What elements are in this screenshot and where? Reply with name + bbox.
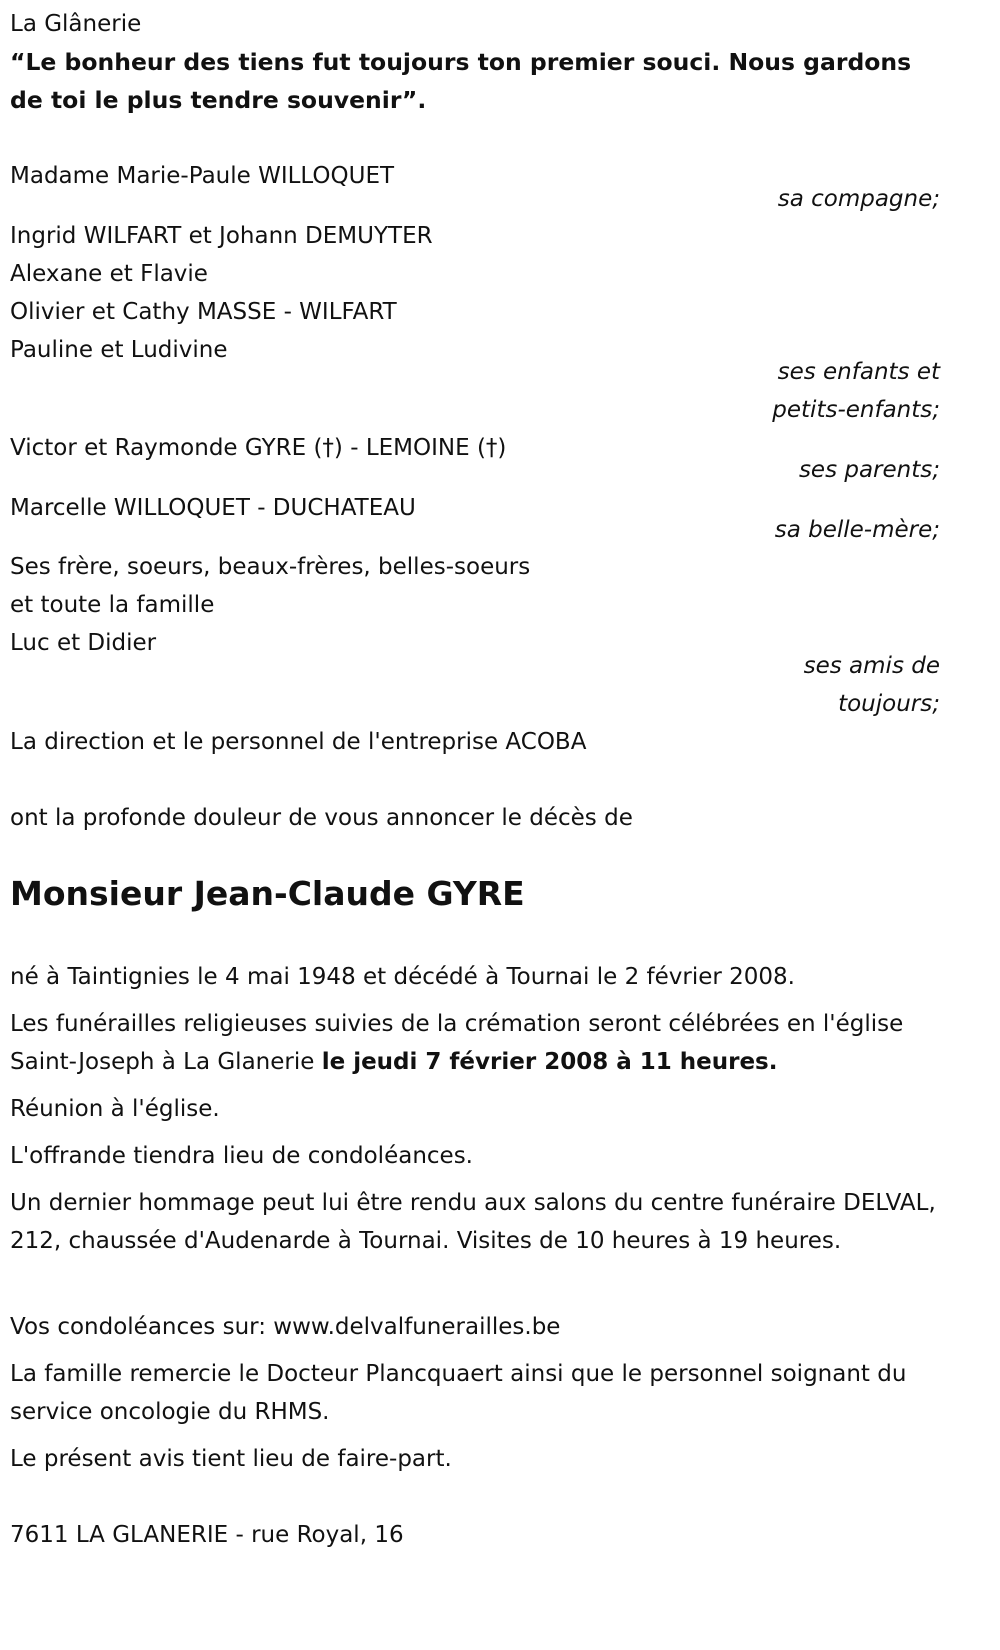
funeral-date: le jeudi 7 février 2008 à 11 heures. (321, 1049, 778, 1075)
thanks-info: La famille remercie le Docteur Plancquaert ainsi que le personnel soignant du service oncologie du RHMS. (10, 1361, 907, 1425)
homage-info: Un dernier hommage peut lui être rendu aux salons du centre funéraire DELVAL, 212, chaussée d'Audenarde à Tournai. Visites de 10 heures à 19 heures. (10, 1190, 936, 1254)
family-name: Alexane et Flavie (10, 261, 208, 287)
family-name: Ingrid WILFART et Johann DEMUYTER (10, 223, 433, 249)
meeting-info: Réunion à l'église. (10, 1096, 220, 1122)
condolences-info (10, 1308, 560, 1346)
condolences-label: Vos condoléances sur: (10, 1314, 274, 1340)
family-relation: ses parents; (798, 457, 940, 483)
family-relation: sa belle-mère; (774, 517, 940, 543)
family-relation: petits-enfants; (772, 397, 940, 423)
family-relation: ses amis de (803, 653, 940, 679)
family-name: Victor et Raymonde GYRE (†) - LEMOINE (†) (10, 435, 507, 461)
family-name: Ses frère, soeurs, beaux-frères, belles-soeurs (10, 554, 531, 580)
family-name: Luc et Didier (10, 630, 157, 656)
family-relation: toujours; (838, 691, 940, 717)
memorial-quote: “Le bonheur des tiens fut toujours ton premier souci. Nous gardons de toi le plus tendre souvenir”. (10, 48, 912, 114)
announcement-text: ont la profonde douleur de vous annoncer le décès de (10, 805, 633, 831)
family-name: Pauline et Ludivine (10, 337, 228, 363)
place-heading: La Glânerie (10, 11, 142, 37)
family-name: Marcelle WILLOQUET - DUCHATEAU (10, 495, 416, 521)
family-name: et toute la famille (10, 592, 215, 618)
deceased-name: Monsieur Jean-Claude GYRE (10, 874, 525, 913)
funeral-text: Les funérailles religieuses suivies de la crémation seront célébrées en l'église Saint-Joseph à La Glanerie (10, 1011, 904, 1075)
family-relation: ses enfants et (777, 359, 940, 385)
notice-info: Le présent avis tient lieu de faire-part. (10, 1446, 452, 1472)
family-relation: sa compagne; (777, 186, 940, 212)
funeral-info (10, 1005, 940, 1081)
address: 7611 LA GLANERIE - rue Royal, 16 (10, 1522, 404, 1548)
family-name: Madame Marie-Paule WILLOQUET (10, 163, 395, 189)
family-name: La direction et le personnel de l'entreprise ACOBA (10, 729, 587, 755)
offering-info: L'offrande tiendra lieu de condoléances. (10, 1143, 473, 1169)
condolences-link[interactable]: www.delvalfunerailles.be (273, 1314, 561, 1340)
birth-death-info: né à Taintignies le 4 mai 1948 et décédé à Tournai le 2 février 2008. (10, 964, 795, 990)
family-name: Olivier et Cathy MASSE - WILFART (10, 299, 397, 325)
